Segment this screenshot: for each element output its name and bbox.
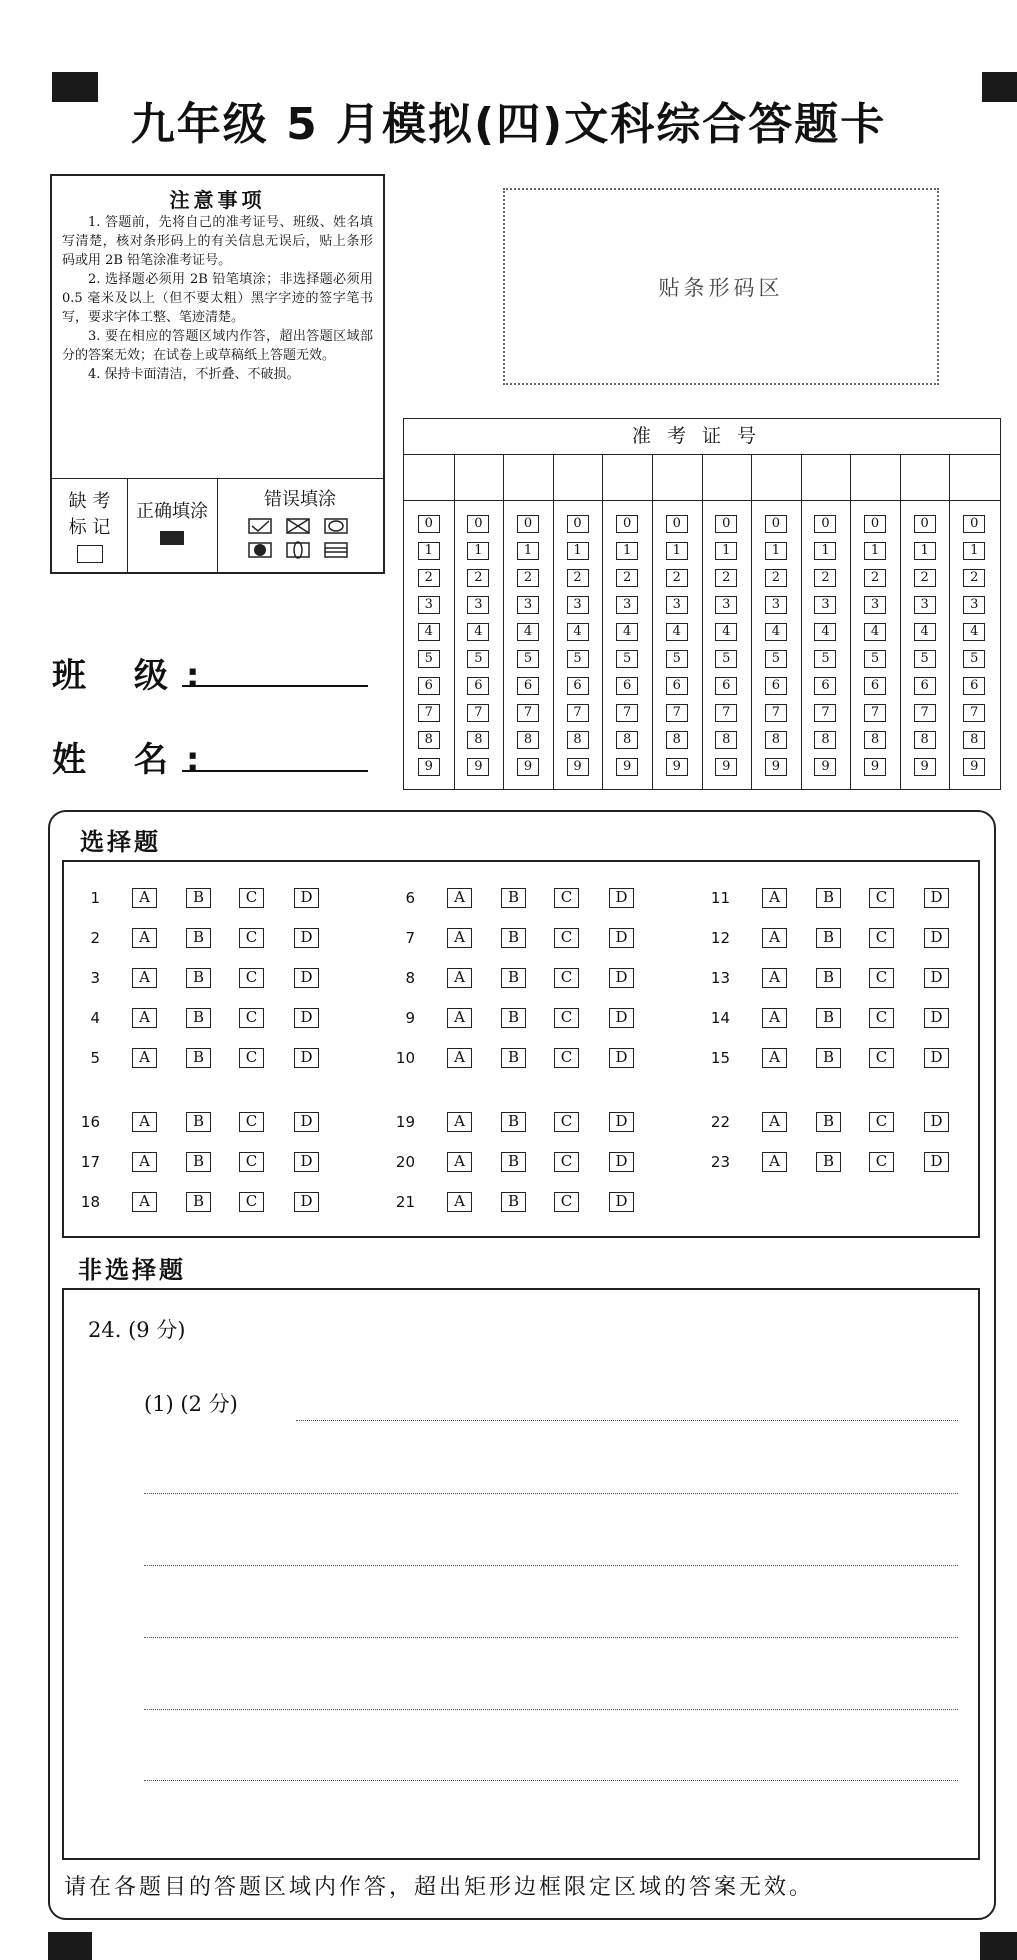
exam-id-digit-bubble[interactable]: 8 <box>467 731 489 749</box>
exam-id-column-divider <box>602 454 603 789</box>
question-number: 19 <box>395 1113 415 1131</box>
option-b-bubble[interactable]: B <box>816 1008 841 1028</box>
option-a-bubble[interactable]: A <box>762 968 787 988</box>
exam-id-digit-bubble[interactable]: 2 <box>567 569 589 587</box>
exam-id-digit-bubble[interactable]: 4 <box>963 623 985 641</box>
exam-id-digit-bubble[interactable]: 0 <box>418 515 440 533</box>
exam-id-digit-bubble[interactable]: 1 <box>963 542 985 560</box>
option-a-bubble[interactable]: A <box>447 1152 472 1172</box>
exam-id-digit-bubble[interactable]: 9 <box>914 758 936 776</box>
notice-box <box>50 174 385 574</box>
page-title: 九年级 5 月模拟(四)文科综合答题卡 <box>130 99 887 150</box>
answer-line[interactable] <box>144 1565 958 1566</box>
question-number: 17 <box>80 1153 100 1171</box>
notice-heading: 注意事项 <box>169 188 266 212</box>
exam-id-digit-bubble[interactable]: 6 <box>864 677 886 695</box>
option-c-bubble[interactable]: C <box>554 1152 579 1172</box>
corner-mark-bottom-left <box>48 1932 92 1960</box>
exam-id-digit-bubble[interactable]: 5 <box>914 650 936 668</box>
exam-id-digit-bubble[interactable]: 2 <box>715 569 737 587</box>
exam-id-digit-bubble[interactable]: 2 <box>467 569 489 587</box>
exam-id-digit-bubble[interactable]: 3 <box>666 596 688 614</box>
name-field[interactable] <box>182 770 368 772</box>
option-c-bubble[interactable]: C <box>869 888 894 908</box>
option-c-bubble[interactable]: C <box>554 928 579 948</box>
option-a-bubble[interactable]: A <box>762 1152 787 1172</box>
option-c-bubble[interactable]: C <box>869 1112 894 1132</box>
option-c-bubble[interactable]: C <box>554 1192 579 1212</box>
exam-id-digit-bubble[interactable]: 0 <box>467 515 489 533</box>
question-number: 3 <box>90 969 100 987</box>
option-d-bubble[interactable]: D <box>609 1112 634 1132</box>
exam-id-digit-bubble[interactable]: 0 <box>715 515 737 533</box>
option-d-bubble[interactable]: D <box>609 888 634 908</box>
option-b-bubble[interactable]: B <box>501 928 526 948</box>
correct-fill-sample <box>160 531 184 545</box>
exam-id-digit-bubble[interactable]: 9 <box>864 758 886 776</box>
exam-id-digit-bubble[interactable]: 6 <box>666 677 688 695</box>
class-label: 班 级: <box>52 656 218 696</box>
exam-id-column-divider <box>949 454 950 789</box>
option-d-bubble[interactable]: D <box>294 888 319 908</box>
exam-id-digit-bubble[interactable]: 2 <box>814 569 836 587</box>
option-d-bubble[interactable]: D <box>924 1112 949 1132</box>
exam-id-digit-bubble[interactable]: 1 <box>814 542 836 560</box>
option-c-bubble[interactable]: C <box>239 888 264 908</box>
option-a-bubble[interactable]: A <box>762 1112 787 1132</box>
question-number: 15 <box>710 1049 730 1067</box>
exam-id-digit-bubble[interactable]: 2 <box>517 569 539 587</box>
exam-id-digit-bubble[interactable]: 7 <box>963 704 985 722</box>
absent-label-1: 缺 考 <box>68 491 111 512</box>
class-field[interactable] <box>182 685 368 687</box>
exam-id-column-divider <box>751 454 752 789</box>
option-c-bubble[interactable]: C <box>554 1048 579 1068</box>
exam-id-digit-bubble[interactable]: 4 <box>616 623 638 641</box>
exam-id-digit-bubble[interactable]: 2 <box>666 569 688 587</box>
non-choice-box <box>62 1288 980 1860</box>
barcode-area <box>503 188 939 385</box>
exam-id-column-divider <box>900 454 901 789</box>
option-c-bubble[interactable]: C <box>554 1008 579 1028</box>
exam-id-digit-bubble[interactable]: 6 <box>616 677 638 695</box>
option-d-bubble[interactable]: D <box>294 1008 319 1028</box>
exam-id-digit-bubble[interactable]: 3 <box>963 596 985 614</box>
option-b-bubble[interactable]: B <box>186 1112 211 1132</box>
absent-mark-cell <box>52 479 128 573</box>
exam-id-digit-bubble[interactable]: 6 <box>418 677 440 695</box>
exam-id-digit-bubble[interactable]: 7 <box>814 704 836 722</box>
question-number: 22 <box>710 1113 730 1131</box>
question-number: 13 <box>710 969 730 987</box>
option-d-bubble[interactable]: D <box>609 1048 634 1068</box>
option-c-bubble[interactable]: C <box>554 888 579 908</box>
exam-id-digit-bubble[interactable]: 0 <box>567 515 589 533</box>
option-b-bubble[interactable]: B <box>501 1048 526 1068</box>
exam-id-digit-bubble[interactable]: 5 <box>715 650 737 668</box>
exam-id-digit-bubble[interactable]: 1 <box>517 542 539 560</box>
option-a-bubble[interactable]: A <box>132 968 157 988</box>
exam-id-digit-bubble[interactable]: 7 <box>567 704 589 722</box>
exam-id-digit-bubble[interactable]: 5 <box>567 650 589 668</box>
question-number: 18 <box>80 1193 100 1211</box>
answer-line[interactable] <box>296 1420 958 1421</box>
wrong-fill-samples-icon <box>245 513 355 563</box>
wrong-fill-label: 错误填涂 <box>264 489 336 510</box>
question-number: 1 <box>90 889 100 907</box>
exam-id-digit-bubble[interactable]: 7 <box>864 704 886 722</box>
exam-id-digit-bubble[interactable]: 3 <box>914 596 936 614</box>
question-24-1-label: (1) (2 分) <box>144 1392 238 1416</box>
option-d-bubble[interactable]: D <box>294 1152 319 1172</box>
absent-label-2: 标 记 <box>68 517 111 538</box>
exam-id-digit-bubble[interactable]: 2 <box>765 569 787 587</box>
exam-id-digit-bubble[interactable]: 1 <box>914 542 936 560</box>
exam-id-digit-bubble[interactable]: 6 <box>914 677 936 695</box>
exam-id-digit-bubble[interactable]: 1 <box>567 542 589 560</box>
exam-id-digit-bubble[interactable]: 8 <box>864 731 886 749</box>
exam-id-digit-bubble[interactable]: 9 <box>418 758 440 776</box>
option-b-bubble[interactable]: B <box>186 1192 211 1212</box>
exam-id-digit-bubble[interactable]: 9 <box>467 758 489 776</box>
question-24-label: 24. (9 分) <box>88 1318 186 1342</box>
question-number: 10 <box>395 1049 415 1067</box>
question-number: 8 <box>405 969 415 987</box>
exam-id-digit-bubble[interactable]: 6 <box>715 677 737 695</box>
exam-id-digit-bubble[interactable]: 8 <box>567 731 589 749</box>
question-number: 7 <box>405 929 415 947</box>
exam-id-digit-bubble[interactable]: 1 <box>467 542 489 560</box>
exam-id-digit-bubble[interactable]: 5 <box>418 650 440 668</box>
exam-id-digit-bubble[interactable]: 6 <box>567 677 589 695</box>
exam-id-digit-bubble[interactable]: 4 <box>864 623 886 641</box>
answer-line[interactable] <box>144 1493 958 1494</box>
option-d-bubble[interactable]: D <box>294 1112 319 1132</box>
exam-id-digit-bubble[interactable]: 7 <box>616 704 638 722</box>
exam-id-digit-bubble[interactable]: 2 <box>864 569 886 587</box>
option-a-bubble[interactable]: A <box>447 1048 472 1068</box>
option-c-bubble[interactable]: C <box>239 968 264 988</box>
option-c-bubble[interactable]: C <box>239 1112 264 1132</box>
exam-id-digit-bubble[interactable]: 7 <box>666 704 688 722</box>
option-b-bubble[interactable]: B <box>816 928 841 948</box>
option-a-bubble[interactable]: A <box>447 928 472 948</box>
question-number: 12 <box>710 929 730 947</box>
option-b-bubble[interactable]: B <box>816 1048 841 1068</box>
exam-id-digit-bubble[interactable]: 3 <box>765 596 787 614</box>
footer-note: 请在各题目的答题区域内作答，超出矩形边框限定区域的答案无效。 <box>64 1875 815 1900</box>
option-b-bubble[interactable]: B <box>501 1008 526 1028</box>
option-b-bubble[interactable]: B <box>501 888 526 908</box>
option-d-bubble[interactable]: D <box>294 1048 319 1068</box>
exam-id-digit-bubble[interactable]: 2 <box>914 569 936 587</box>
option-a-bubble[interactable]: A <box>132 1192 157 1212</box>
exam-id-digit-bubble[interactable]: 8 <box>616 731 638 749</box>
option-a-bubble[interactable]: A <box>447 968 472 988</box>
option-b-bubble[interactable]: B <box>186 928 211 948</box>
option-a-bubble[interactable]: A <box>132 1112 157 1132</box>
option-a-bubble[interactable]: A <box>132 1008 157 1028</box>
exam-id-digit-bubble[interactable]: 9 <box>963 758 985 776</box>
exam-id-digit-bubble[interactable]: 4 <box>467 623 489 641</box>
exam-id-digit-bubble[interactable]: 0 <box>517 515 539 533</box>
exam-id-digit-bubble[interactable]: 4 <box>765 623 787 641</box>
option-d-bubble[interactable]: D <box>609 928 634 948</box>
corner-mark-bottom-right <box>980 1932 1017 1960</box>
non-choice-section-title: 非选择题 <box>78 1256 186 1284</box>
option-d-bubble[interactable]: D <box>294 968 319 988</box>
question-number: 23 <box>710 1153 730 1171</box>
exam-id-digit-bubble[interactable]: 7 <box>418 704 440 722</box>
option-a-bubble[interactable]: A <box>762 1048 787 1068</box>
exam-id-digit-bubble[interactable]: 0 <box>864 515 886 533</box>
exam-id-digit-bubble[interactable]: 7 <box>765 704 787 722</box>
choice-section-title: 选择题 <box>80 828 161 856</box>
fill-legend <box>52 478 383 573</box>
exam-id-digit-bubble[interactable]: 1 <box>616 542 638 560</box>
question-number: 21 <box>395 1193 415 1211</box>
option-c-bubble[interactable]: C <box>869 1048 894 1068</box>
exam-id-digit-bubble[interactable]: 5 <box>864 650 886 668</box>
option-c-bubble[interactable]: C <box>554 968 579 988</box>
exam-id-digit-bubble[interactable]: 1 <box>715 542 737 560</box>
exam-id-digit-bubble[interactable]: 4 <box>666 623 688 641</box>
option-b-bubble[interactable]: B <box>501 968 526 988</box>
option-a-bubble[interactable]: A <box>762 1008 787 1028</box>
option-b-bubble[interactable]: B <box>501 1192 526 1212</box>
answer-line[interactable] <box>144 1637 958 1638</box>
option-b-bubble[interactable]: B <box>186 888 211 908</box>
exam-id-digit-bubble[interactable]: 0 <box>963 515 985 533</box>
exam-id-grid <box>403 418 1001 790</box>
exam-id-column-divider <box>801 454 802 789</box>
exam-id-digit-bubble[interactable]: 4 <box>715 623 737 641</box>
exam-id-digit-bubble[interactable]: 5 <box>666 650 688 668</box>
exam-id-digit-bubble[interactable]: 0 <box>616 515 638 533</box>
notice-item-3: 3. 要在相应的答题区域内作答，超出答题区域部分的答案无效；在试卷上或草稿纸上答题无效。 <box>62 329 373 363</box>
exam-id-digit-bubble[interactable]: 2 <box>963 569 985 587</box>
exam-id-digit-bubble[interactable]: 0 <box>914 515 936 533</box>
exam-id-digit-bubble[interactable]: 5 <box>963 650 985 668</box>
notice-item-1: 1. 答题前，先将自己的准考证号、班级、姓名填写清楚，核对条形码上的有关信息无误后，贴上条形码或用 2B 铅笔涂准考证号。 <box>62 215 373 268</box>
option-a-bubble[interactable]: A <box>132 1048 157 1068</box>
option-c-bubble[interactable]: C <box>554 1112 579 1132</box>
exam-id-digit-bubble[interactable]: 7 <box>914 704 936 722</box>
barcode-label: 贴条形码区 <box>658 276 784 300</box>
exam-id-digit-bubble[interactable]: 0 <box>814 515 836 533</box>
option-c-bubble[interactable]: C <box>869 928 894 948</box>
exam-id-digit-bubble[interactable]: 5 <box>616 650 638 668</box>
option-a-bubble[interactable]: A <box>132 928 157 948</box>
question-number: 2 <box>90 929 100 947</box>
option-a-bubble[interactable]: A <box>762 888 787 908</box>
exam-id-digit-bubble[interactable]: 1 <box>864 542 886 560</box>
option-d-bubble[interactable]: D <box>924 1048 949 1068</box>
exam-id-digit-bubble[interactable]: 9 <box>765 758 787 776</box>
exam-id-heading: 准考证号 <box>404 419 1000 455</box>
option-d-bubble[interactable]: D <box>924 1152 949 1172</box>
option-c-bubble[interactable]: C <box>239 1048 264 1068</box>
question-number: 5 <box>90 1049 100 1067</box>
exam-id-digit-bubble[interactable]: 9 <box>517 758 539 776</box>
exam-id-digit-bubble[interactable]: 0 <box>765 515 787 533</box>
option-b-bubble[interactable]: B <box>186 1048 211 1068</box>
option-a-bubble[interactable]: A <box>132 888 157 908</box>
option-d-bubble[interactable]: D <box>924 1008 949 1028</box>
exam-id-digit-bubble[interactable]: 8 <box>765 731 787 749</box>
option-c-bubble[interactable]: C <box>869 1152 894 1172</box>
exam-id-digit-bubble[interactable]: 8 <box>666 731 688 749</box>
exam-id-column-divider <box>553 454 554 789</box>
exam-id-digit-bubble[interactable]: 6 <box>517 677 539 695</box>
exam-id-digit-bubble[interactable]: 4 <box>814 623 836 641</box>
choice-box <box>62 860 980 1238</box>
option-c-bubble[interactable]: C <box>239 1152 264 1172</box>
exam-id-digit-bubble[interactable]: 6 <box>963 677 985 695</box>
exam-id-column-divider <box>454 454 455 789</box>
question-number: 16 <box>80 1113 100 1131</box>
option-d-bubble[interactable]: D <box>294 1192 319 1212</box>
exam-id-digit-bubble[interactable]: 5 <box>814 650 836 668</box>
exam-id-digit-bubble[interactable]: 6 <box>467 677 489 695</box>
exam-id-digit-bubble[interactable]: 5 <box>467 650 489 668</box>
exam-id-digit-bubble[interactable]: 1 <box>418 542 440 560</box>
option-b-bubble[interactable]: B <box>501 1112 526 1132</box>
exam-id-digit-bubble[interactable]: 3 <box>418 596 440 614</box>
exam-id-digit-bubble[interactable]: 8 <box>418 731 440 749</box>
exam-id-digit-bubble[interactable]: 9 <box>814 758 836 776</box>
absent-checkbox[interactable] <box>77 545 103 563</box>
exam-id-digit-bubble[interactable]: 3 <box>864 596 886 614</box>
exam-id-digit-bubble[interactable]: 4 <box>567 623 589 641</box>
exam-id-column-divider <box>850 454 851 789</box>
option-d-bubble[interactable]: D <box>609 1152 634 1172</box>
exam-id-digit-bubble[interactable]: 4 <box>914 623 936 641</box>
exam-id-digit-bubble[interactable]: 8 <box>814 731 836 749</box>
exam-id-digit-bubble[interactable]: 3 <box>715 596 737 614</box>
option-d-bubble[interactable]: D <box>924 968 949 988</box>
exam-id-digit-bubble[interactable]: 7 <box>715 704 737 722</box>
exam-id-digit-bubble[interactable]: 3 <box>467 596 489 614</box>
option-c-bubble[interactable]: C <box>239 1192 264 1212</box>
option-b-bubble[interactable]: B <box>186 968 211 988</box>
exam-id-digit-bubble[interactable]: 6 <box>765 677 787 695</box>
option-a-bubble[interactable]: A <box>762 928 787 948</box>
option-a-bubble[interactable]: A <box>447 888 472 908</box>
question-number: 6 <box>405 889 415 907</box>
exam-id-digit-bubble[interactable]: 4 <box>517 623 539 641</box>
exam-id-digit-bubble[interactable]: 3 <box>616 596 638 614</box>
exam-id-digit-bubble[interactable]: 2 <box>418 569 440 587</box>
exam-id-digit-bubble[interactable]: 0 <box>666 515 688 533</box>
question-number: 9 <box>405 1009 415 1027</box>
exam-id-digit-bubble[interactable]: 5 <box>517 650 539 668</box>
option-b-bubble[interactable]: B <box>186 1008 211 1028</box>
name-label: 姓 名: <box>52 740 218 780</box>
exam-id-digit-bubble[interactable]: 5 <box>765 650 787 668</box>
option-a-bubble[interactable]: A <box>447 1112 472 1132</box>
option-b-bubble[interactable]: B <box>816 1112 841 1132</box>
exam-id-digit-bubble[interactable]: 6 <box>814 677 836 695</box>
exam-id-digit-bubble[interactable]: 7 <box>467 704 489 722</box>
notice-item-2: 2. 选择题必须用 2B 铅笔填涂；非选择题必须用 0.5 毫米及以上（但不要太粗）黑字字迹的签字笔书写，要求字体工整、笔迹清楚。 <box>62 272 373 325</box>
question-number: 11 <box>710 889 730 907</box>
answer-line[interactable] <box>144 1709 958 1710</box>
exam-id-digit-bubble[interactable]: 9 <box>567 758 589 776</box>
option-d-bubble[interactable]: D <box>609 1192 634 1212</box>
option-a-bubble[interactable]: A <box>447 1192 472 1212</box>
exam-id-digit-bubble[interactable]: 3 <box>814 596 836 614</box>
option-a-bubble[interactable]: A <box>447 1008 472 1028</box>
option-b-bubble[interactable]: B <box>816 968 841 988</box>
exam-id-digit-bubble[interactable]: 9 <box>616 758 638 776</box>
option-b-bubble[interactable]: B <box>501 1152 526 1172</box>
option-b-bubble[interactable]: B <box>816 888 841 908</box>
exam-id-digit-bubble[interactable]: 7 <box>517 704 539 722</box>
exam-id-column-divider <box>503 454 504 789</box>
option-d-bubble[interactable]: D <box>924 928 949 948</box>
option-c-bubble[interactable]: C <box>869 968 894 988</box>
option-c-bubble[interactable]: C <box>869 1008 894 1028</box>
answer-line[interactable] <box>144 1780 958 1781</box>
exam-id-digit-bubble[interactable]: 1 <box>765 542 787 560</box>
question-number: 20 <box>395 1153 415 1171</box>
exam-id-digit-bubble[interactable]: 4 <box>418 623 440 641</box>
option-b-bubble[interactable]: B <box>816 1152 841 1172</box>
question-number: 4 <box>90 1009 100 1027</box>
exam-id-digit-bubble[interactable]: 2 <box>616 569 638 587</box>
exam-id-digit-bubble[interactable]: 8 <box>914 731 936 749</box>
option-c-bubble[interactable]: C <box>239 928 264 948</box>
exam-id-digit-bubble[interactable]: 9 <box>715 758 737 776</box>
exam-id-digit-bubble[interactable]: 3 <box>567 596 589 614</box>
correct-fill-cell <box>127 479 218 573</box>
option-d-bubble[interactable]: D <box>924 888 949 908</box>
question-number: 14 <box>710 1009 730 1027</box>
exam-id-digit-bubble[interactable]: 9 <box>666 758 688 776</box>
exam-id-column-divider <box>702 454 703 789</box>
option-c-bubble[interactable]: C <box>239 1008 264 1028</box>
wrong-fill-cell <box>217 479 383 573</box>
exam-id-digit-bubble[interactable]: 8 <box>517 731 539 749</box>
exam-id-digit-bubble[interactable]: 8 <box>715 731 737 749</box>
option-b-bubble[interactable]: B <box>186 1152 211 1172</box>
option-d-bubble[interactable]: D <box>294 928 319 948</box>
notice-item-4: 4. 保持卡面清洁，不折叠、不破损。 <box>88 367 300 382</box>
exam-id-column-divider <box>652 454 653 789</box>
option-d-bubble[interactable]: D <box>609 968 634 988</box>
exam-id-digit-bubble[interactable]: 1 <box>666 542 688 560</box>
exam-id-digit-bubble[interactable]: 3 <box>517 596 539 614</box>
option-a-bubble[interactable]: A <box>132 1152 157 1172</box>
correct-fill-label: 正确填涂 <box>136 501 208 522</box>
exam-id-digit-bubble[interactable]: 8 <box>963 731 985 749</box>
option-d-bubble[interactable]: D <box>609 1008 634 1028</box>
